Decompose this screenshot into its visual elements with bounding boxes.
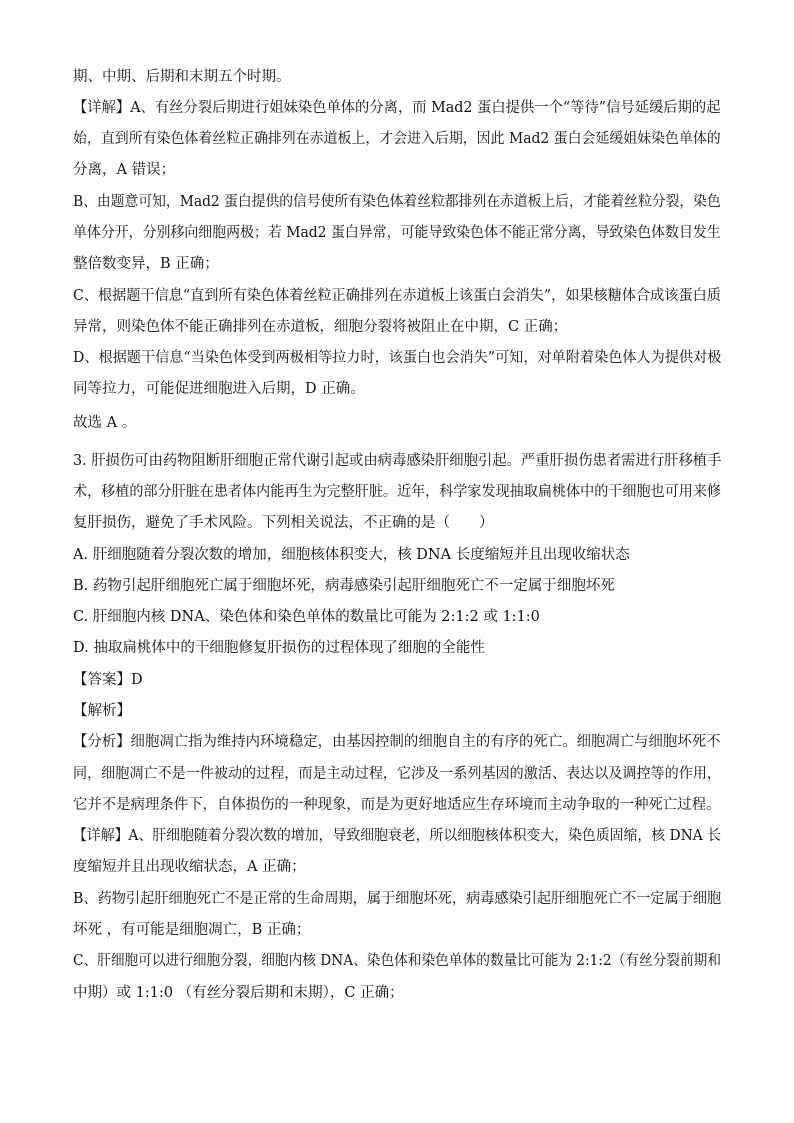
answer-line: 【答案】D — [73, 672, 143, 688]
text-line: 它并不是病理条件下，自体损伤的一种现象，而是为更好地适应生存环境而主动争取的一种死亡过程。 — [73, 797, 721, 813]
text-line: 中期）或 1:1:0 （有丝分裂后期和末期），C 正确； — [73, 985, 404, 1001]
option-b: B. 药物引起肝细胞死亡属于细胞坏死，病毒感染引起肝细胞死亡不一定属于细胞坏死 — [73, 578, 615, 594]
question-line: 复肝损伤，避免了手术风险。下列相关说法，不正确的是（ ） — [73, 515, 494, 531]
text-line: 坏死 ，有可能是细胞凋亡，B 正确； — [73, 922, 311, 938]
text-line: D、根据题干信息“当染色体受到两极相等拉力时，该蛋白也会消失”可知，对单附着染色体人为提供对极 — [73, 350, 722, 366]
text-line: C、根据题干信息“直到所有染色体着丝粒正确排列在赤道板上该蛋白会消失”，如果核糖体合成该蛋白质 — [73, 288, 721, 304]
text-line: C、肝细胞可以进行细胞分裂，细胞内核 DNA、染色体和染色单体的数量比可能为 2:1:2（有丝分裂前期和 — [73, 953, 722, 969]
text-line: 故选 A 。 — [73, 415, 137, 431]
text-line: 单体分开，分别移向细胞两极；若 Mad2 蛋白异常，可能导致染色体不能正常分离，导致染色体数目发生 — [73, 225, 721, 241]
text-line: 始，直到所有染色体着丝粒正确排列在赤道板上，才会进入后期，因此 Mad2 蛋白会延缓姐妹染色单体的 — [73, 131, 721, 147]
option-c: C. 肝细胞内核 DNA、染色体和染色单体的数量比可能为 2:1:2 或 1:1:0 — [73, 609, 540, 625]
text-line: B、药物引起肝细胞死亡不是正常的生命周期，属于细胞坏死，病毒感染引起肝细胞死亡不一定属于细胞 — [73, 891, 722, 907]
text-line: B、由题意可知，Mad2 蛋白提供的信号使所有染色体着丝粒都排列在赤道板上后，才能着丝粒分裂，染色 — [73, 194, 721, 210]
text-line: 同，细胞凋亡不是一件被动的过程，而是主动过程，它涉及一系列基因的激活、表达以及调控等的作用， — [73, 766, 721, 782]
text-line: 度缩短并且出现收缩状态，A 正确； — [73, 859, 306, 875]
text-line: 【详解】A、肝细胞随着分裂次数的增加，导致细胞衰老，所以细胞核体积变大，染色质固缩，核 DNA 长 — [73, 828, 722, 844]
option-d: D. 抽取扁桃体中的干细胞修复肝损伤的过程体现了细胞的全能性 — [73, 640, 485, 656]
text-line: 异常，则染色体不能正确排列在赤道板，细胞分裂将被阻止在中期，C 正确； — [73, 319, 568, 335]
text-line: 分离，A 错误； — [73, 162, 176, 178]
text-line: 整倍数变异，B 正确； — [73, 256, 219, 272]
text-line: 【详解】A、有丝分裂后期进行姐妹染色单体的分离，而 Mad2 蛋白提供一个“等待”信号延缓后期的起 — [73, 100, 721, 116]
text-line: 期、中期、后期和末期五个时期。 — [73, 69, 291, 85]
text-line: 同等拉力，可能促进细胞进入后期，D 正确。 — [73, 381, 365, 397]
text-line: 【分析】细胞凋亡指为维持内环境稳定，由基因控制的细胞自主的有序的死亡。细胞凋亡与细胞坏死不 — [73, 734, 721, 750]
analysis-heading: 【解析】 — [73, 703, 131, 719]
option-a: A. 肝细胞随着分裂次数的增加，细胞核体积变大，核 DNA 长度缩短并且出现收缩状态 — [73, 547, 630, 563]
question-line: 术，移植的部分肝脏在患者体内能再生为完整肝脏。近年，科学家发现抽取扁桃体中的干细胞也可用来修 — [73, 484, 721, 500]
question-line: 3. 肝损伤可由药物阻断肝细胞正常代谢引起或由病毒感染肝细胞引起。严重肝损伤患者需进行肝移植手 — [73, 453, 722, 469]
